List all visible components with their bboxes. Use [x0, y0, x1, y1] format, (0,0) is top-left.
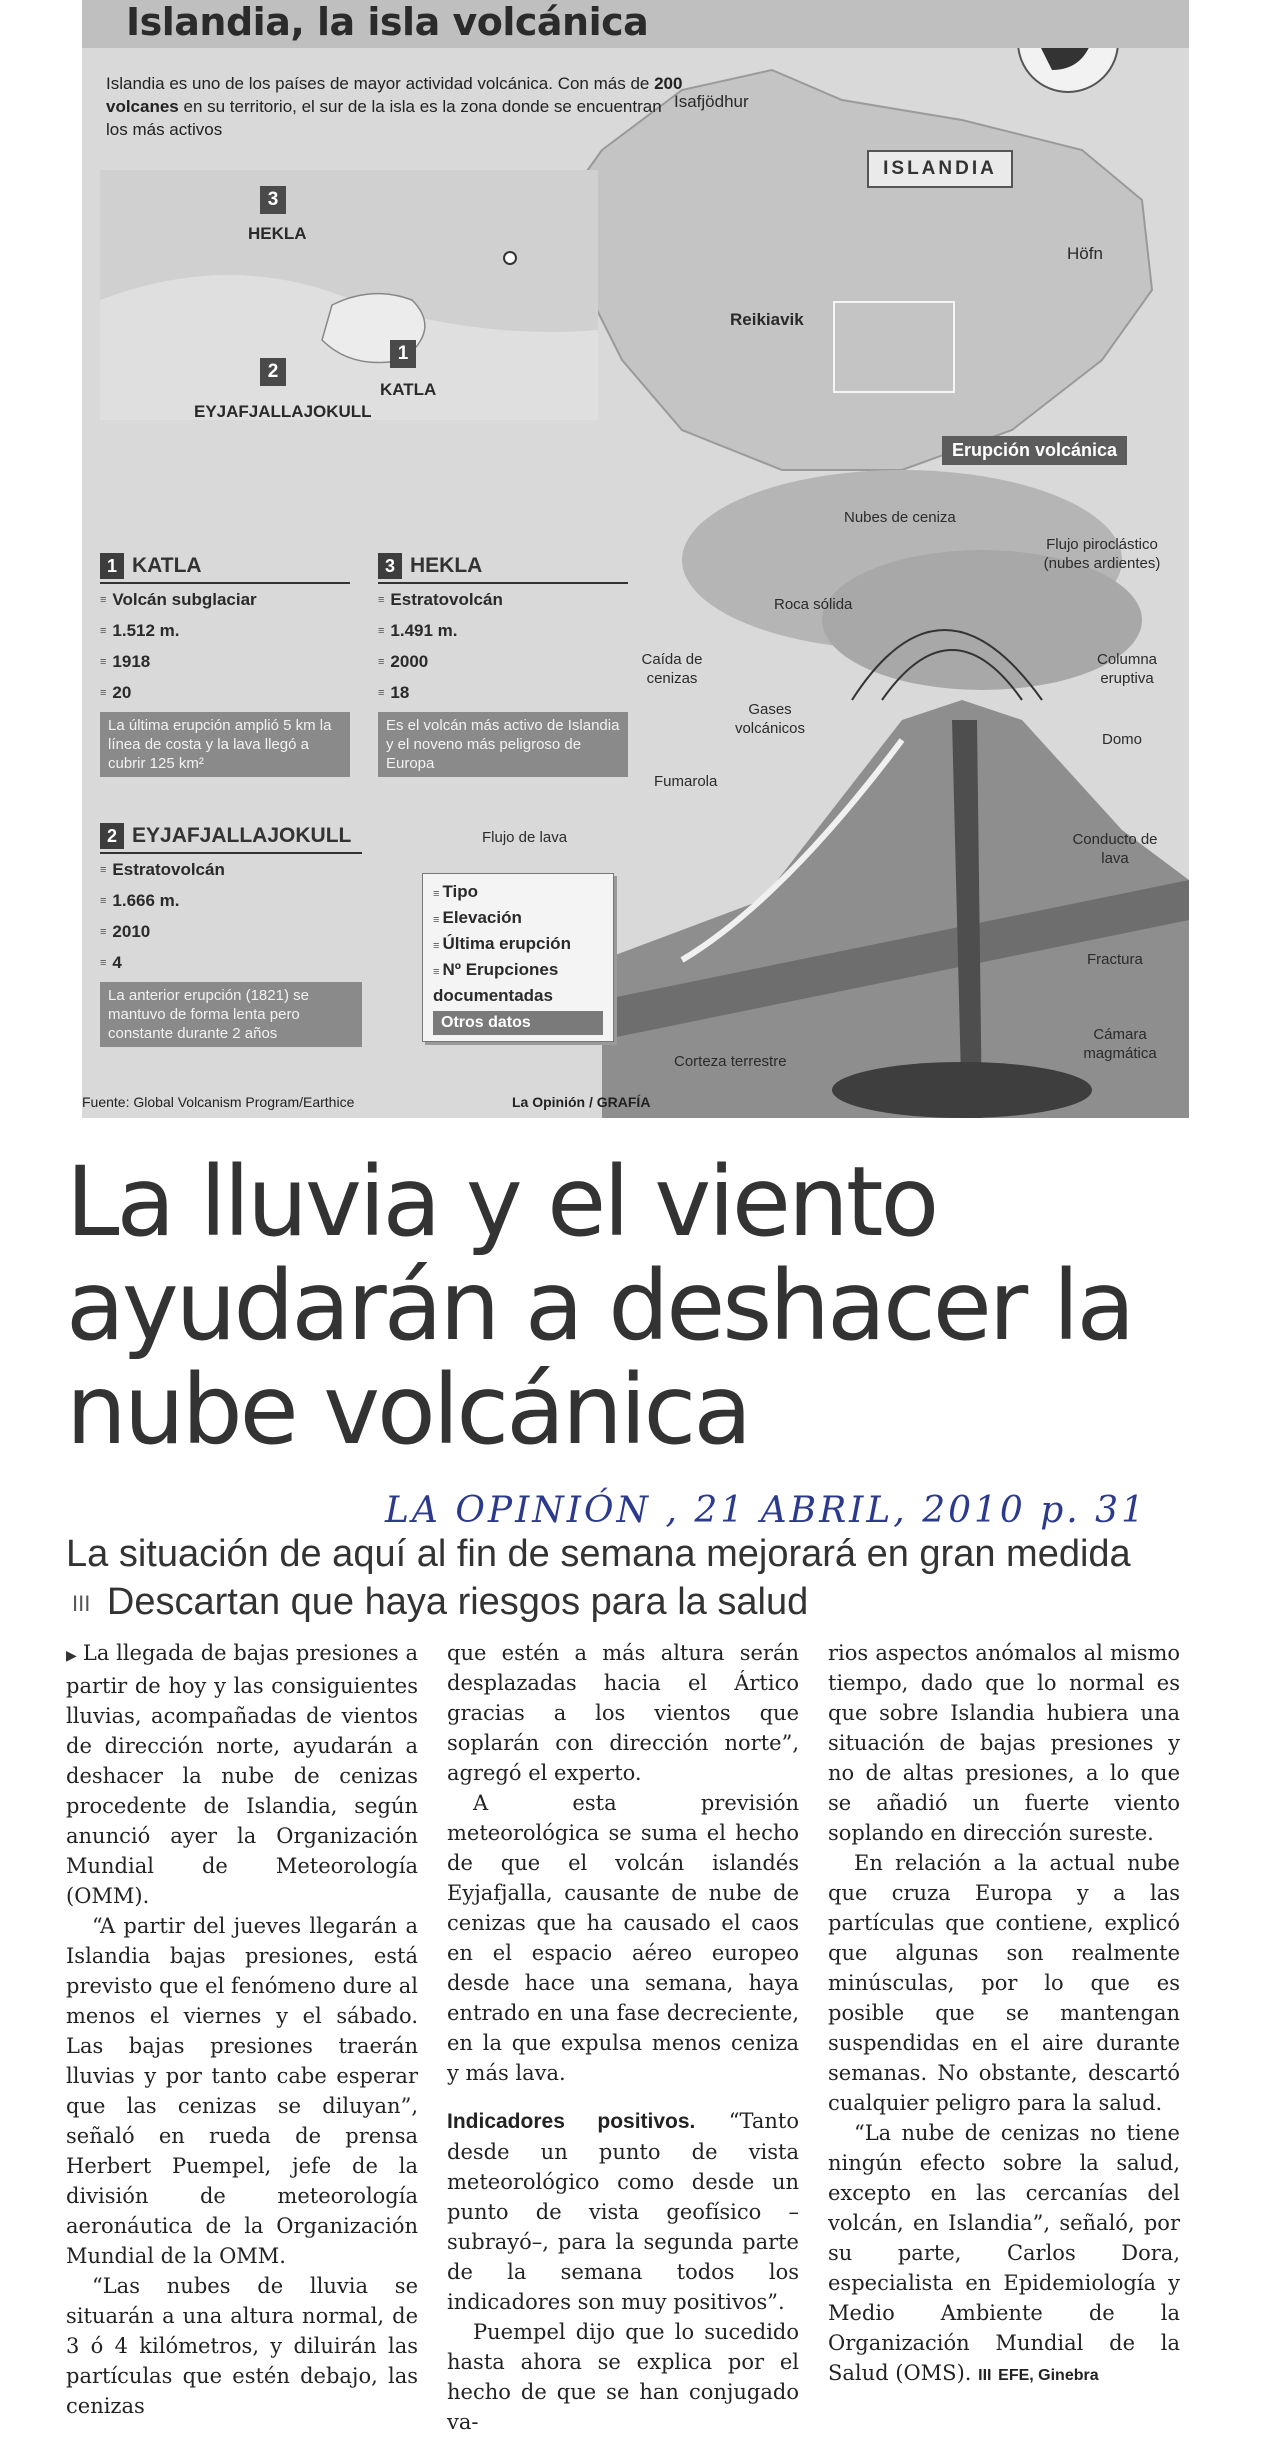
lead-arrow-icon: ▶ — [66, 1648, 77, 1664]
article-headline: La lluvia y el viento ayudarán a deshacer la nube volcánica — [66, 1146, 1133, 1466]
subhead-part-1: La situación de aquí al fin de semana mejorará en gran medida — [66, 1533, 1131, 1575]
card-elevation: ≡ 1.491 m. — [378, 615, 628, 646]
country-label: ISLANDIA — [867, 150, 1013, 188]
infographic-title: Islandia, la isla volcánica — [126, 0, 649, 44]
callout-fumarola: Fumarola — [654, 773, 718, 790]
legend-tipo: ≡ Tipo — [433, 880, 603, 906]
callout-conducto-lava: Conducto de lava — [1072, 831, 1158, 867]
agency-byline: EFE, Ginebra — [998, 2367, 1099, 2384]
paragraph: “Las nubes de lluvia se situarán a una altura normal, de 3 ó 4 kilómetros, y diluirán las partículas que estén debajo, las cenizas — [66, 2274, 418, 2418]
place-reikiavik: Reikiavik — [730, 310, 804, 329]
source-credit: Fuente: Global Volcanism Program/Earthice — [82, 1094, 355, 1110]
eruption-label: Erupción volcánica — [942, 436, 1127, 465]
card-last-eruption: ≡ 2000 — [378, 646, 628, 677]
callout-roca-solida: Roca sólida — [774, 596, 853, 613]
volcano-card-katla — [100, 550, 350, 777]
card-title: HEKLA — [410, 554, 483, 577]
paragraph: En relación a la actual nube que cruza Europa y a las partículas que contiene, explicó que algunas son realmente minúsculas, por lo que es posible que se mantengan suspendidas en el aire durante semanas. No obstante, descartó cualquier peligro para la salud. — [828, 1851, 1180, 2115]
infographic-intro: Islandia es uno de los países de mayor actividad volcánica. Con más de 200 volcanes en su territorio, el sur de la isla es la zona donde se encuentran los más activos — [106, 74, 683, 139]
badge-katla: 1 — [390, 340, 416, 368]
volcano-card-hekla — [378, 550, 628, 777]
card-type: ≡ Volcán subglaciar — [100, 584, 350, 615]
card-last-eruption: ≡ 1918 — [100, 646, 350, 677]
paragraph: “La nube de cenizas no tiene ningún efecto sobre la salud, excepto en las cercanías del volcán, en Islandia”, señaló, por su parte, Carlos Dora, especialista en Epidemiología y Medio Ambiente de la Organización Mundial de la Salud (OMS). III EFE, Ginebra — [828, 2121, 1180, 2385]
place-hofn: Höfn — [1067, 244, 1103, 263]
article-column-2 — [447, 1638, 799, 2437]
paragraph: A esta previsión meteorológica se suma el hecho de que el volcán islandés Eyjafjalla, causante de nube de cenizas que ha causado el caos en el espacio aéreo europeo desde hace una semana, haya entrado en una fase decreciente, en la que expulsa menos ceniza y más lava. — [447, 1791, 799, 2085]
card-type: ≡ Estratovolcán — [378, 584, 628, 615]
card-last-eruption: ≡ 2010 — [100, 916, 362, 947]
card-number: 2 — [100, 823, 124, 849]
badge-eyjafjallajokull: 2 — [260, 358, 286, 386]
place-isafjordhur: Isafjödhur — [674, 92, 749, 111]
graphic-credit: La Opinión / GRAFÍA — [512, 1094, 651, 1110]
infographic — [82, 0, 1189, 1118]
paragraph: que estén a más altura serán desplazadas hacia el Ártico gracias a los vientos que soplarán con dirección norte”, agregó el experto. — [447, 1641, 799, 1785]
card-title: EYJAFJALLAJOKULL — [132, 824, 352, 847]
callout-flujo-lava: Flujo de lava — [482, 829, 568, 846]
card-note: Es el volcán más activo de Islandia y el noveno más peligroso de Europa — [378, 712, 628, 777]
card-number: 1 — [100, 553, 124, 579]
paragraph: “A partir del jueves llegarán a Islandia bajas presiones, está previsto que el fenómeno dure al menos el viernes y el sábado. Las bajas presiones traerán lluvias y por tanto cabe esperar que las cenizas se diluyan”, señaló en rueda de prensa Herbert Puempel, jefe de la división de meteorología aeronáutica de la Organización Mundial de la OMM. — [66, 1914, 418, 2268]
magma-chamber — [832, 1062, 1092, 1118]
callout-nubes-ceniza: Nubes de ceniza — [844, 509, 956, 526]
paragraph: rios aspectos anómalos al mismo tiempo, dado que lo normal es que sobre Islandia hubiera una situación de bajas presiones y no de altas presiones, a lo que se añadió un fuerte viento soplando en dirección sureste. — [828, 1641, 1180, 1845]
callout-fractura: Fractura — [1087, 951, 1143, 968]
paragraph: Puempel dijo que lo sucedido hasta ahora se explica por el hecho de que se han conjugado va- — [447, 2320, 799, 2434]
callout-flujo-piroclastico: Flujo piroclástico (nubes ardientes) — [1043, 536, 1161, 572]
legend-box — [422, 873, 614, 1042]
callout-camara-magmatica: Cámara magmática — [1083, 1026, 1157, 1062]
card-note: La última erupción amplió 5 km la línea de costa y la lava llegó a cubrir 125 km² — [100, 712, 350, 777]
card-elevation: ≡ 1.666 m. — [100, 885, 362, 916]
legend-otros-datos: Otros datos — [433, 1011, 603, 1035]
end-separator: III — [978, 2367, 992, 2384]
subhead-part-2: Descartan que haya riesgos para la salud — [106, 1581, 809, 1623]
card-note: La anterior erupción (1821) se mantuvo de forma lenta pero constante durante 2 años — [100, 982, 362, 1047]
handwritten-source-note: LA OPINIÓN , 21 ABRIL, 2010 p. 31 — [385, 1490, 1147, 1531]
card-type: ≡ Estratovolcán — [100, 854, 362, 885]
article-subheadline — [66, 1530, 1166, 1628]
legend-elevacion: ≡ Elevación — [433, 906, 603, 932]
place-hekla: HEKLA — [248, 224, 307, 243]
card-elevation: ≡ 1.512 m. — [100, 615, 350, 646]
legend-numero-erupciones: ≡ Nº Erupciones documentadas — [433, 958, 603, 1007]
article-column-1 — [66, 1638, 418, 2421]
legend-ultima-erupcion: ≡ Última erupción — [433, 932, 603, 958]
article-column-3 — [828, 1638, 1180, 2391]
paragraph: ▶ La llegada de bajas presiones a partir de hoy y las consiguientes lluvias, acompañadas de vientos de dirección norte, ayudarán a deshacer la nube de cenizas procedente de Islandia, según anunció ayer la Organización Mundial de Meteorología (OMM). — [66, 1641, 418, 1908]
capital-marker — [504, 252, 516, 264]
callout-caida-cenizas: Caída de cenizas — [641, 651, 703, 687]
subsection-lead: Indicadores positivos. — [447, 2110, 696, 2133]
callout-columna-eruptiva: Columna eruptiva — [1096, 651, 1158, 687]
callout-gases-volcanicos: Gases volcánicos — [734, 701, 806, 737]
badge-hekla: 3 — [260, 186, 286, 214]
callout-domo: Domo — [1102, 731, 1143, 748]
card-eruption-count: ≡ 20 — [100, 677, 350, 708]
place-katla: KATLA — [380, 380, 437, 399]
volcano-card-eyjafjallajokull — [100, 820, 362, 1047]
card-eruption-count: ≡ 4 — [100, 947, 362, 978]
card-title: KATLA — [132, 554, 202, 577]
place-eyjafjallajokull: EYJAFJALLAJOKULL — [194, 402, 372, 421]
callout-corteza-terrestre: Corteza terrestre — [674, 1053, 787, 1070]
card-number: 3 — [378, 553, 402, 579]
card-eruption-count: ≡ 18 — [378, 677, 628, 708]
subhead-separator: III — [72, 1590, 91, 1616]
paragraph: Indicadores positivos. “Tanto desde un punto de vista meteorológico como desde un punto de vista geofísico –subrayó–, para la segunda parte de la semana todos los indicadores son muy positivos”. — [447, 2109, 799, 2314]
